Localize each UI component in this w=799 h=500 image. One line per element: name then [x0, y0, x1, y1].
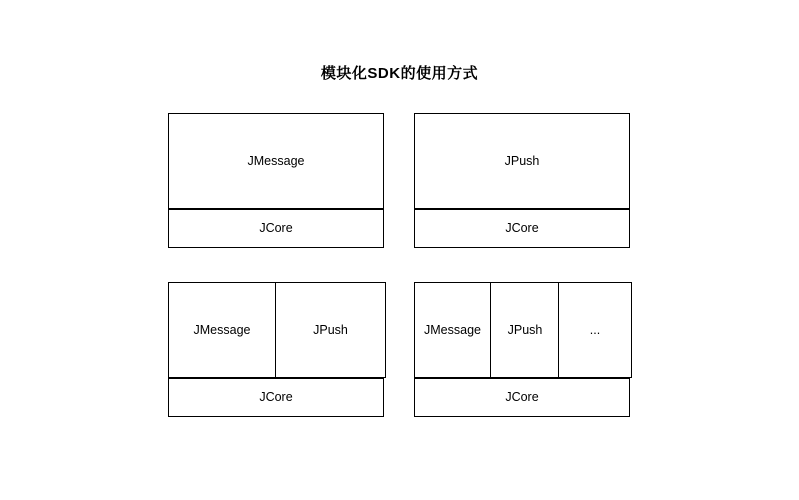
base-label: JCore [259, 390, 293, 405]
module-cell-jpush [414, 113, 630, 209]
module-cell-more [558, 282, 632, 378]
module-label: JPush [313, 322, 348, 337]
sdk-block-jmessage [168, 113, 384, 246]
module-cell-jmessage [168, 282, 276, 378]
sdk-block-jpush [414, 113, 630, 246]
base-cell-jcore [414, 209, 630, 248]
module-cell-jmessage [168, 113, 384, 209]
module-cell-jpush [275, 282, 386, 378]
module-label: ... [589, 322, 601, 337]
module-label: JPush [507, 322, 543, 337]
module-label: JMessage [193, 322, 251, 337]
sdk-block-jmessage-jpush [168, 282, 384, 415]
module-cell-jpush [490, 282, 560, 378]
base-cell-jcore [414, 378, 630, 417]
module-cell-jmessage [414, 282, 491, 378]
module-label: JMessage [424, 322, 481, 337]
module-label: JPush [504, 153, 540, 168]
base-cell-jcore [168, 378, 384, 417]
base-label: JCore [505, 221, 539, 236]
base-label: JCore [505, 390, 539, 405]
sdk-block-multi-module [414, 282, 630, 415]
base-cell-jcore [168, 209, 384, 248]
module-label: JMessage [247, 153, 305, 168]
base-label: JCore [259, 221, 293, 236]
page-title: 模块化SDK的使用方式 [320, 65, 479, 82]
